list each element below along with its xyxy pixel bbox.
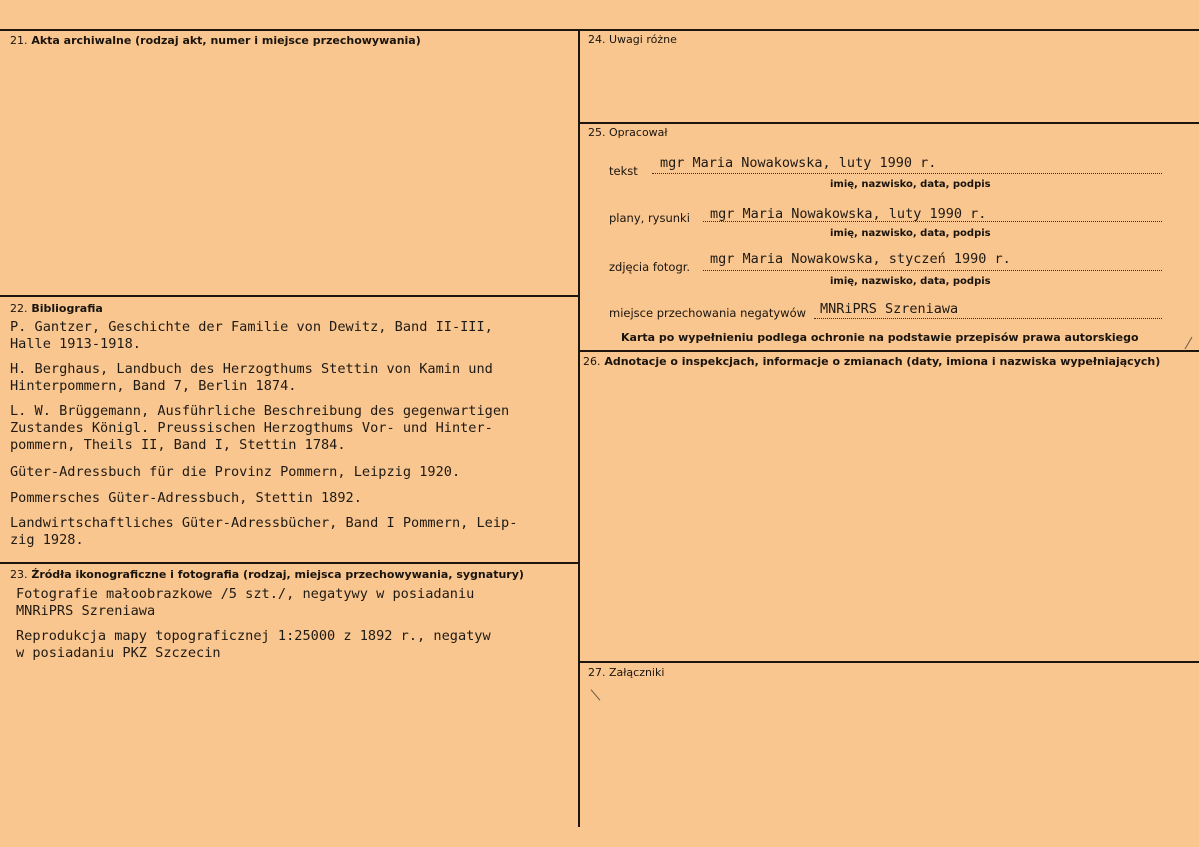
plany-caption: imię, nazwisko, data, podpis xyxy=(830,228,991,239)
section-24-heading xyxy=(588,33,677,47)
section-23-title: Źródła ikonograficzne i fotografia (rodzaj, miejsca przechowywania, sygnatury) xyxy=(31,568,524,581)
section-26-number: 26. xyxy=(583,355,601,368)
zdjecia-dotted-line xyxy=(703,270,1162,271)
section-22-heading xyxy=(10,302,103,316)
rule-22 xyxy=(0,295,580,297)
section-23-heading xyxy=(10,568,524,582)
section-24-number: 24. xyxy=(588,33,606,46)
top-rule xyxy=(0,29,1199,31)
tekst-caption: imię, nazwisko, data, podpis xyxy=(830,179,991,190)
negatywy-value: MNRiPRS Szreniawa xyxy=(820,301,959,317)
section-24-title: Uwagi różne xyxy=(609,33,677,46)
rule-25 xyxy=(579,122,1199,124)
tekst-value: mgr Maria Nowakowska, luty 1990 r. xyxy=(660,155,937,171)
bibliography-entry: Pommersches Güter-Adressbuch, Stettin 1892. xyxy=(10,490,362,506)
section-21-title: Akta archiwalne (rodzaj akt, numer i miejsce przechowywania) xyxy=(31,34,421,47)
center-divider xyxy=(578,29,580,827)
pen-mark xyxy=(591,689,601,700)
bibliography-entry: P. Gantzer, Geschichte der Familie von Dewitz, Band II-III, Halle 1913-1918. xyxy=(10,319,493,352)
negatywy-dotted-line xyxy=(814,318,1162,319)
zdjecia-label: zdjęcia fotogr. xyxy=(609,260,691,274)
tekst-label: tekst xyxy=(609,164,638,178)
plany-label: plany, rysunki xyxy=(609,211,690,225)
rule-27 xyxy=(579,661,1199,663)
bibliography-entry: H. Berghaus, Landbuch des Herzogthums Stettin von Kamin und Hinterpommern, Band 7, Berlin 1874. xyxy=(10,361,493,394)
section-26-title: Adnotacje o inspekcjach, informacje o zmianach (daty, imiona i nazwiska wypełniających) xyxy=(604,355,1161,368)
negatywy-label: miejsce przechowania negatywów xyxy=(609,306,807,320)
bibliography-entry: Landwirtschaftliches Güter-Adressbücher, Band I Pommern, Leip- zig 1928. xyxy=(10,515,518,548)
section-26-heading xyxy=(583,355,1160,369)
section-23-number: 23. xyxy=(10,568,28,581)
section-22-title: Bibliografia xyxy=(31,302,103,315)
section-21-heading xyxy=(10,34,421,48)
section-27-title: Załączniki xyxy=(609,666,665,679)
zdjecia-caption: imię, nazwisko, data, podpis xyxy=(830,276,991,287)
rule-23 xyxy=(0,562,580,564)
rule-26 xyxy=(579,350,1199,352)
iconography-entry: Reprodukcja mapy topograficznej 1:25000 z 1892 r., negatyw w posiadaniu PKZ Szczecin xyxy=(16,628,491,661)
tekst-dotted-line xyxy=(652,173,1162,174)
section-27-number: 27. xyxy=(588,666,606,679)
section-22-number: 22. xyxy=(10,302,28,315)
section-27-heading xyxy=(588,666,664,680)
plany-dotted-line xyxy=(703,221,1162,222)
copyright-note: Karta po wypełnieniu podlega ochronie na podstawie przepisów prawa autorskiego xyxy=(621,331,1139,344)
section-25-heading xyxy=(588,126,668,140)
section-25-number: 25. xyxy=(588,126,606,139)
section-25-title: Opracował xyxy=(609,126,668,139)
section-21-number: 21. xyxy=(10,34,28,47)
iconography-entry: Fotografie małoobrazkowe /5 szt./, negatywy w posiadaniu MNRiPRS Szreniawa xyxy=(16,586,475,619)
plany-value: mgr Maria Nowakowska, luty 1990 r. xyxy=(710,206,987,222)
bibliography-entry: L. W. Brüggemann, Ausführliche Beschreibung des gegenwartigen Zustandes Königl. Preussischen Herzogthums Vor- und Hinter- pommern, Theils II, Band I, Stettin 1784. xyxy=(10,403,510,453)
zdjecia-value: mgr Maria Nowakowska, styczeń 1990 r. xyxy=(710,251,1011,267)
bibliography-entry: Güter-Adressbuch für die Provinz Pommern, Leipzig 1920. xyxy=(10,464,461,480)
pen-mark xyxy=(1185,337,1193,350)
